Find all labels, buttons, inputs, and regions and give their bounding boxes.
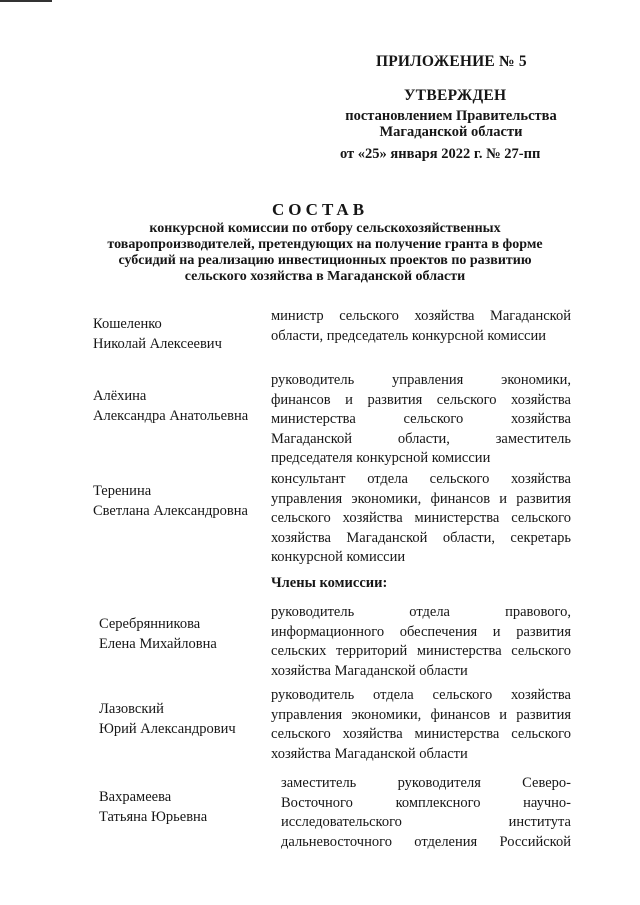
member-role xyxy=(271,470,571,568)
member-surname: Кошеленко xyxy=(93,316,162,332)
role-line: информационного обеспечения и развития xyxy=(271,623,571,640)
member-role xyxy=(271,371,571,469)
document-subtitle xyxy=(95,221,555,285)
role-line: хозяйства Магаданской области xyxy=(271,745,468,762)
member-name xyxy=(93,386,248,426)
member-role xyxy=(271,603,571,681)
member-name xyxy=(93,314,222,354)
role-line: министерства сельского хозяйства xyxy=(271,411,571,427)
role-line: консультант отдела сельского хозяйства xyxy=(271,471,571,487)
subtitle-line: сельского хозяйства в Магаданской области xyxy=(184,269,466,284)
member-name xyxy=(99,699,236,739)
member-name xyxy=(99,787,207,827)
member-surname: Лазовский xyxy=(99,701,164,717)
role-line: сельских территорий министерства сельского xyxy=(271,643,571,659)
role-line: Магаданской области, заместитель xyxy=(271,430,571,447)
member-surname: Алёхина xyxy=(93,388,147,404)
subtitle-line: товаропроизводителей, претендующих на получение гранта в форме xyxy=(107,237,543,252)
decree-date: от «25» января 2022 г. № 27-пп xyxy=(340,146,541,162)
member-surname: Серебрянникова xyxy=(99,616,201,632)
role-line: руководитель отдела сельского хозяйства xyxy=(271,687,571,703)
decree-line: постановлением Правительства xyxy=(345,108,557,124)
role-line: хозяйства Магаданской области, секретарь xyxy=(271,529,571,546)
approved-heading: УТВЕРЖДЕН xyxy=(404,87,507,104)
member-surname: Теренина xyxy=(93,483,152,499)
role-line: руководитель отдела правового, xyxy=(271,604,571,620)
subtitle-line: субсидий на реализацию инвестиционных проектов по развитию xyxy=(118,253,532,268)
member-role xyxy=(271,307,571,346)
role-line: председателя конкурсной комиссии xyxy=(271,450,491,466)
role-line: дальневосточного отделения Российской xyxy=(281,833,571,850)
scan-corner-mark xyxy=(0,0,52,2)
member-given-names: Светлана Александровна xyxy=(93,503,248,519)
role-line: сельского хозяйства министерства сельского xyxy=(271,726,571,742)
member-role xyxy=(271,686,571,764)
decree-line: Магаданской области xyxy=(379,124,523,140)
subtitle-line: конкурсной комиссии по отбору сельскохозяйственных xyxy=(149,221,501,236)
document-title: СОСТАВ xyxy=(271,200,369,219)
role-line: исследовательского института xyxy=(281,814,571,830)
annex-number: ПРИЛОЖЕНИЕ № 5 xyxy=(376,53,527,70)
role-line: сельского хозяйства министерства сельского xyxy=(271,510,571,526)
decree-reference xyxy=(340,108,562,140)
member-given-names: Елена Михайловна xyxy=(99,636,217,652)
role-line: управления экономики, финансов и развития xyxy=(271,490,571,507)
member-name xyxy=(99,614,217,654)
role-line: конкурсной комиссии xyxy=(271,549,406,565)
member-given-names: Николай Алексеевич xyxy=(93,336,222,352)
member-surname: Вахрамеева xyxy=(99,789,172,805)
members-heading: Члены комиссии: xyxy=(271,575,388,591)
role-line: области, председатель конкурсной комиссии xyxy=(271,327,546,344)
role-line: финансов и развития сельского хозяйства xyxy=(271,391,571,408)
role-line: управления экономики, финансов и развития xyxy=(271,706,571,723)
role-line: заместитель руководителя Северо- xyxy=(281,775,571,791)
role-line: руководитель управления экономики, xyxy=(271,372,571,388)
role-line: министр сельского хозяйства Магаданской xyxy=(271,308,571,324)
member-role xyxy=(281,774,571,852)
member-given-names: Юрий Александрович xyxy=(99,721,236,737)
member-name xyxy=(93,481,248,521)
role-line: хозяйства Магаданской области xyxy=(271,662,468,679)
member-given-names: Александра Анатольевна xyxy=(93,408,249,424)
member-given-names: Татьяна Юрьевна xyxy=(99,809,208,825)
role-line: Восточного комплексного научно- xyxy=(281,794,571,811)
